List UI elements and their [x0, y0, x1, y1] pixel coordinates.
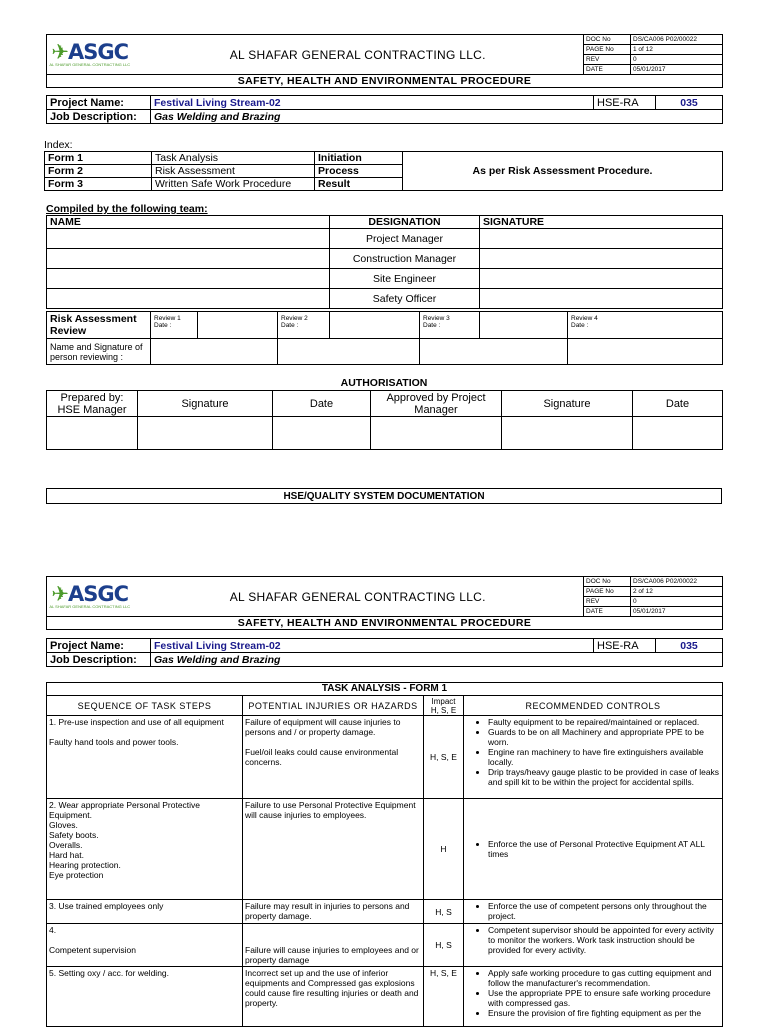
date-label: DATE — [584, 607, 631, 617]
task-controls: • Apply safe working procedure to gas cutting equipment and follow the manufacturer's recommendation. • Use the appropriate PPE to ensure safe working procedure with compressed gas. • Ensure the provision of fire fighting equipment as per the — [464, 967, 723, 1027]
authorisation-title: AUTHORISATION — [340, 377, 428, 389]
date-label: DATE — [584, 65, 631, 75]
task-step: 2. Wear appropriate Personal Protective Equipment. Gloves. Safety boots. Overalls. Hard hat. Hearing protection. Eye protection — [47, 799, 243, 900]
index-title: Index: — [44, 139, 73, 151]
task-step: 3. Use trained employees only — [47, 900, 243, 924]
table-row — [47, 716, 723, 799]
form-3-name: Written Safe Work Procedure — [152, 178, 315, 191]
impact-header: Impact H, S, E — [424, 696, 464, 716]
task-impact: H, S — [424, 900, 464, 924]
team-title: Compiled by the following team: — [46, 203, 208, 215]
date-header: Date — [633, 391, 723, 417]
col-name-header: NAME — [47, 216, 330, 229]
form-1-stage: Initiation — [315, 152, 403, 165]
page1-header — [46, 34, 723, 88]
form-2-stage: Process — [315, 165, 403, 178]
task-impact: H, S — [424, 924, 464, 967]
project-name-value: Festival Living Stream-02 — [151, 639, 594, 653]
logo-mark: ✈ASGC — [51, 40, 129, 64]
approved-by-header: Approved by Project Manager — [371, 391, 502, 417]
hse-ra-number: 035 — [656, 639, 723, 653]
page1-project-info — [46, 95, 723, 124]
table-row — [47, 799, 723, 900]
designation-cell: Construction Manager — [330, 249, 480, 269]
company-logo: ✈ASGC AL SHAFAR GENERAL CONTRACTING LLC — [47, 577, 133, 617]
task-step: 5. Setting oxy / acc. for welding. — [47, 967, 243, 1027]
task-analysis-title: TASK ANALYSIS - FORM 1 — [47, 683, 723, 696]
page-no-value: 2 of 12 — [631, 587, 723, 597]
table-row — [47, 900, 723, 924]
reviewer-sign-label: Name and Signature of person reviewing : — [47, 339, 151, 365]
page-no-value: 1 of 12 — [631, 45, 723, 55]
signature-header: Signature — [502, 391, 633, 417]
team-table — [46, 215, 723, 309]
signature-header: Signature — [138, 391, 273, 417]
logo-mark: ✈ASGC — [51, 582, 129, 606]
task-hazard: Failure may result in injuries to persons and property damage. — [243, 900, 424, 924]
company-logo: ✈ASGC AL SHAFAR GENERAL CONTRACTING LLC — [47, 35, 133, 75]
page-no-label: PAGE No — [584, 587, 631, 597]
project-name-value: Festival Living Stream-02 — [151, 96, 594, 110]
task-hazard: Failure will cause injuries to employees and or property damage — [243, 924, 424, 967]
form-2-name: Risk Assessment — [152, 165, 315, 178]
system-documentation-title: HSE/QUALITY SYSTEM DOCUMENTATION — [47, 489, 722, 504]
task-analysis-table — [46, 682, 723, 1027]
col-signature-header: SIGNATURE — [480, 216, 723, 229]
prepared-by-header: Prepared by: HSE Manager — [47, 391, 138, 417]
review-1: Review 1 Date : — [151, 312, 198, 339]
doc-no-label: DOC No — [584, 577, 631, 587]
rev-label: REV — [584, 55, 631, 65]
date-value: 05/01/2017 — [631, 65, 723, 75]
form-3-label: Form 3 — [45, 178, 152, 191]
project-name-label: Project Name: — [47, 639, 151, 653]
task-impact: H, S, E — [424, 967, 464, 1027]
task-step: 1. Pre-use inspection and use of all equipment Faulty hand tools and power tools. — [47, 716, 243, 799]
task-step: 4. Competent supervision — [47, 924, 243, 967]
team-row — [47, 269, 723, 289]
review-4: Review 4 Date : — [568, 312, 723, 339]
rev-value: 0 — [631, 597, 723, 607]
date-value: 05/01/2017 — [631, 607, 723, 617]
designation-cell: Site Engineer — [330, 269, 480, 289]
task-hazard: Failure to use Personal Protective Equipment will cause injuries to employees. — [243, 799, 424, 900]
controls-header: RECOMMENDED CONTROLS — [464, 696, 723, 716]
job-description-label: Job Description: — [47, 653, 151, 667]
col-designation-header: DESIGNATION — [330, 216, 480, 229]
review-2: Review 2 Date : — [278, 312, 330, 339]
doc-no-value: DS/CA006 P02/00022 — [631, 577, 723, 587]
authorisation-table — [46, 390, 723, 450]
date-header: Date — [273, 391, 371, 417]
hse-ra-label: HSE-RA — [594, 639, 656, 653]
table-row — [47, 924, 723, 967]
rev-label: REV — [584, 597, 631, 607]
hse-ra-number: 035 — [656, 96, 723, 110]
page2-header — [46, 576, 723, 630]
review-3: Review 3 Date : — [420, 312, 480, 339]
page-no-label: PAGE No — [584, 45, 631, 55]
review-table — [46, 311, 723, 365]
job-description-label: Job Description: — [47, 110, 151, 124]
company-name: AL SHAFAR GENERAL CONTRACTING LLC. — [133, 35, 584, 75]
designation-cell: Safety Officer — [330, 289, 480, 309]
table-row — [47, 967, 723, 1027]
procedure-title: SAFETY, HEALTH AND ENVIRONMENTAL PROCEDURE — [47, 75, 723, 88]
company-name: AL SHAFAR GENERAL CONTRACTING LLC. — [133, 577, 584, 617]
procedure-title: SAFETY, HEALTH AND ENVIRONMENTAL PROCEDURE — [47, 617, 723, 630]
task-impact: H — [424, 799, 464, 900]
hazards-header: POTENTIAL INJURIES OR HAZARDS — [243, 696, 424, 716]
task-controls: • Competent supervisor should be appointed for every activity to monitor the workers. Work task instruction should be provided for every activity. — [464, 924, 723, 967]
index-table — [44, 151, 723, 191]
form-3-stage: Result — [315, 178, 403, 191]
task-hazard: Failure of equipment will cause injuries to persons and / or property damage. Fuel/oil leaks could cause environmental concerns. — [243, 716, 424, 799]
page1-footer — [46, 488, 722, 504]
doc-no-label: DOC No — [584, 35, 631, 45]
job-description-value: Gas Welding and Brazing — [151, 653, 723, 667]
task-controls: • Enforce the use of competent persons only throughout the project. — [464, 900, 723, 924]
task-hazard: Incorrect set up and the use of inferior equipments and Compressed gas explosions could cause fire resulting injuries or death and property. — [243, 967, 424, 1027]
project-name-label: Project Name: — [47, 96, 151, 110]
form-1-label: Form 1 — [45, 152, 152, 165]
index-note: As per Risk Assessment Procedure. — [403, 152, 723, 191]
doc-no-value: DS/CA006 P02/00022 — [631, 35, 723, 45]
rev-value: 0 — [631, 55, 723, 65]
form-2-label: Form 2 — [45, 165, 152, 178]
review-label: Risk Assessment Review — [47, 312, 151, 339]
page2-project-info — [46, 638, 723, 667]
form-1-name: Task Analysis — [152, 152, 315, 165]
team-row — [47, 249, 723, 269]
hse-ra-label: HSE-RA — [594, 96, 656, 110]
designation-cell: Project Manager — [330, 229, 480, 249]
task-impact: H, S, E — [424, 716, 464, 799]
task-controls: • Faulty equipment to be repaired/maintained or replaced. • Guards to be on all Machinery and appropriate PPE to be worn. • Engine ran machinery to have fire extinguishers available locally. • Drip trays/heavy gauge plastic to be provided in case of leaks and spill kit to be within the project for accidental spills. — [464, 716, 723, 799]
team-row — [47, 289, 723, 309]
steps-header: SEQUENCE OF TASK STEPS — [47, 696, 243, 716]
team-row — [47, 229, 723, 249]
task-controls: • Enforce the use of Personal Protective Equipment AT ALL times — [464, 799, 723, 900]
job-description-value: Gas Welding and Brazing — [151, 110, 723, 124]
